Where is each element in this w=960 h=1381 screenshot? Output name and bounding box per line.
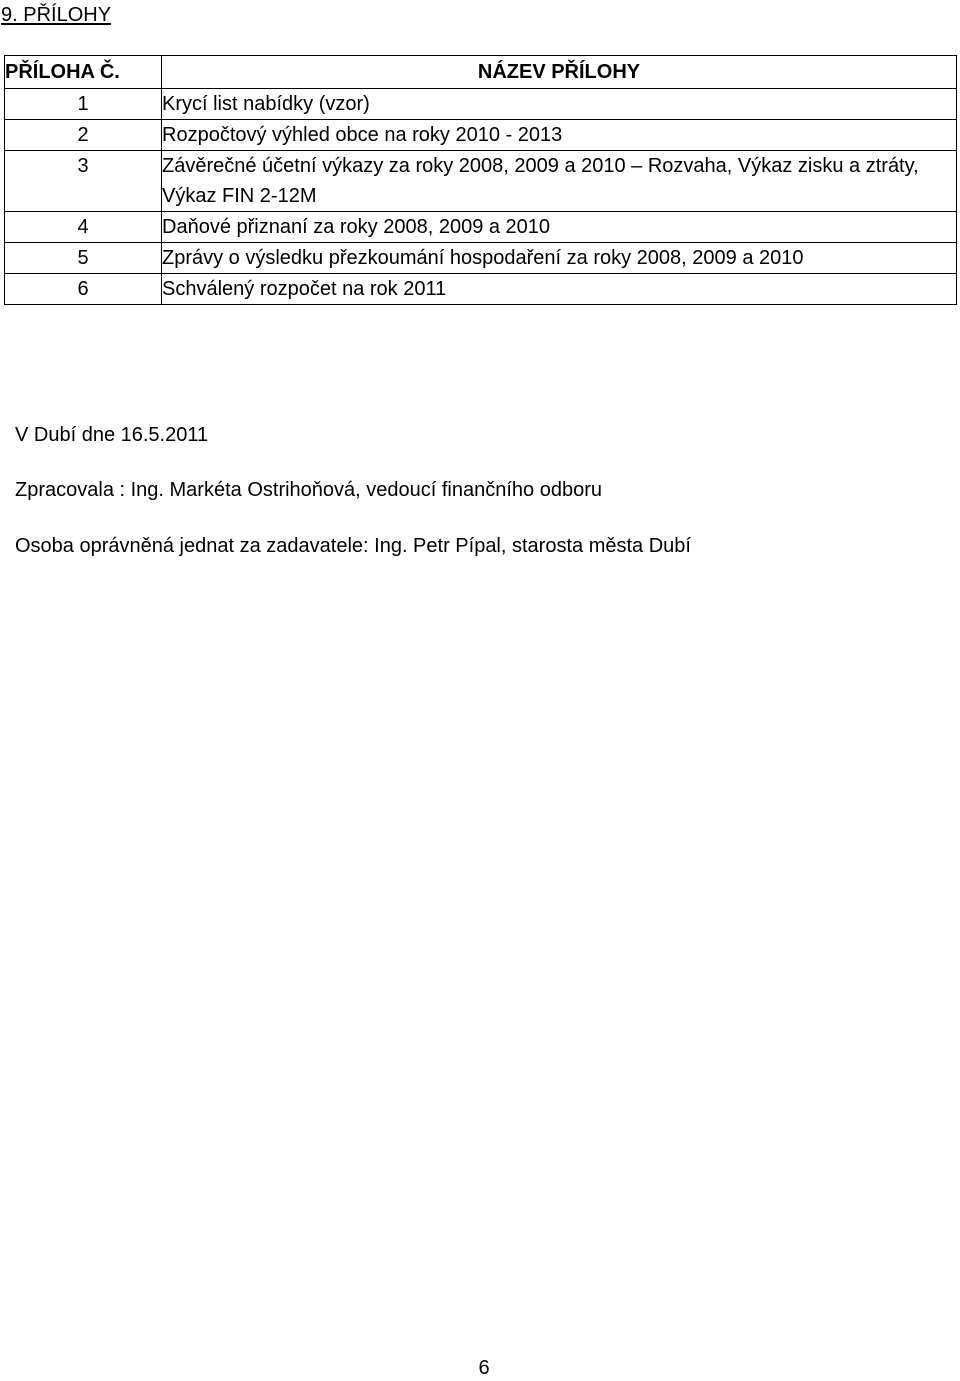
section-heading: 9. PŘÍLOHY xyxy=(1,4,112,26)
annex-number: 5 xyxy=(5,243,162,274)
header-annex-name: NÁZEV PŘÍLOHY xyxy=(162,56,957,89)
annex-number: 1 xyxy=(5,89,162,120)
table-row xyxy=(5,212,957,243)
annex-number: 6 xyxy=(5,274,162,305)
annex-name: Schválený rozpočet na rok 2011 xyxy=(162,274,957,305)
header-annex-number: PŘÍLOHA Č. xyxy=(5,56,162,89)
table-header-row xyxy=(5,56,957,89)
annex-name: Zprávy o výsledku přezkoumání hospodaření za roky 2008, 2009 a 2010 xyxy=(162,243,957,274)
annex-name: Daňové přiznaní za roky 2008, 2009 a 2010 xyxy=(162,212,957,243)
table-row xyxy=(5,274,957,305)
annex-number: 4 xyxy=(5,212,162,243)
annex-number: 2 xyxy=(5,120,162,151)
annex-name: Rozpočtový výhled obce na roky 2010 - 2013 xyxy=(162,120,957,151)
annex-table xyxy=(4,55,957,305)
page-number: 6 xyxy=(478,1357,490,1379)
prepared-by: Zpracovala : Ing. Markéta Ostrihoňová, vedoucí finančního odboru xyxy=(15,479,603,501)
annex-name: Krycí list nabídky (vzor) xyxy=(162,89,957,120)
annex-number: 3 xyxy=(5,151,162,212)
table-row xyxy=(5,89,957,120)
authorized-person: Osoba oprávněná jednat za zadavatele: Ing. Petr Pípal, starosta města Dubí xyxy=(15,535,691,557)
table-row xyxy=(5,243,957,274)
place-and-date: V Dubí dne 16.5.2011 xyxy=(15,424,209,446)
table-row xyxy=(5,120,957,151)
table-row xyxy=(5,151,957,212)
annex-name: Závěrečné účetní výkazy za roky 2008, 2009 a 2010 – Rozvaha, Výkaz zisku a ztráty, Výkaz FIN 2-12M xyxy=(162,151,957,212)
